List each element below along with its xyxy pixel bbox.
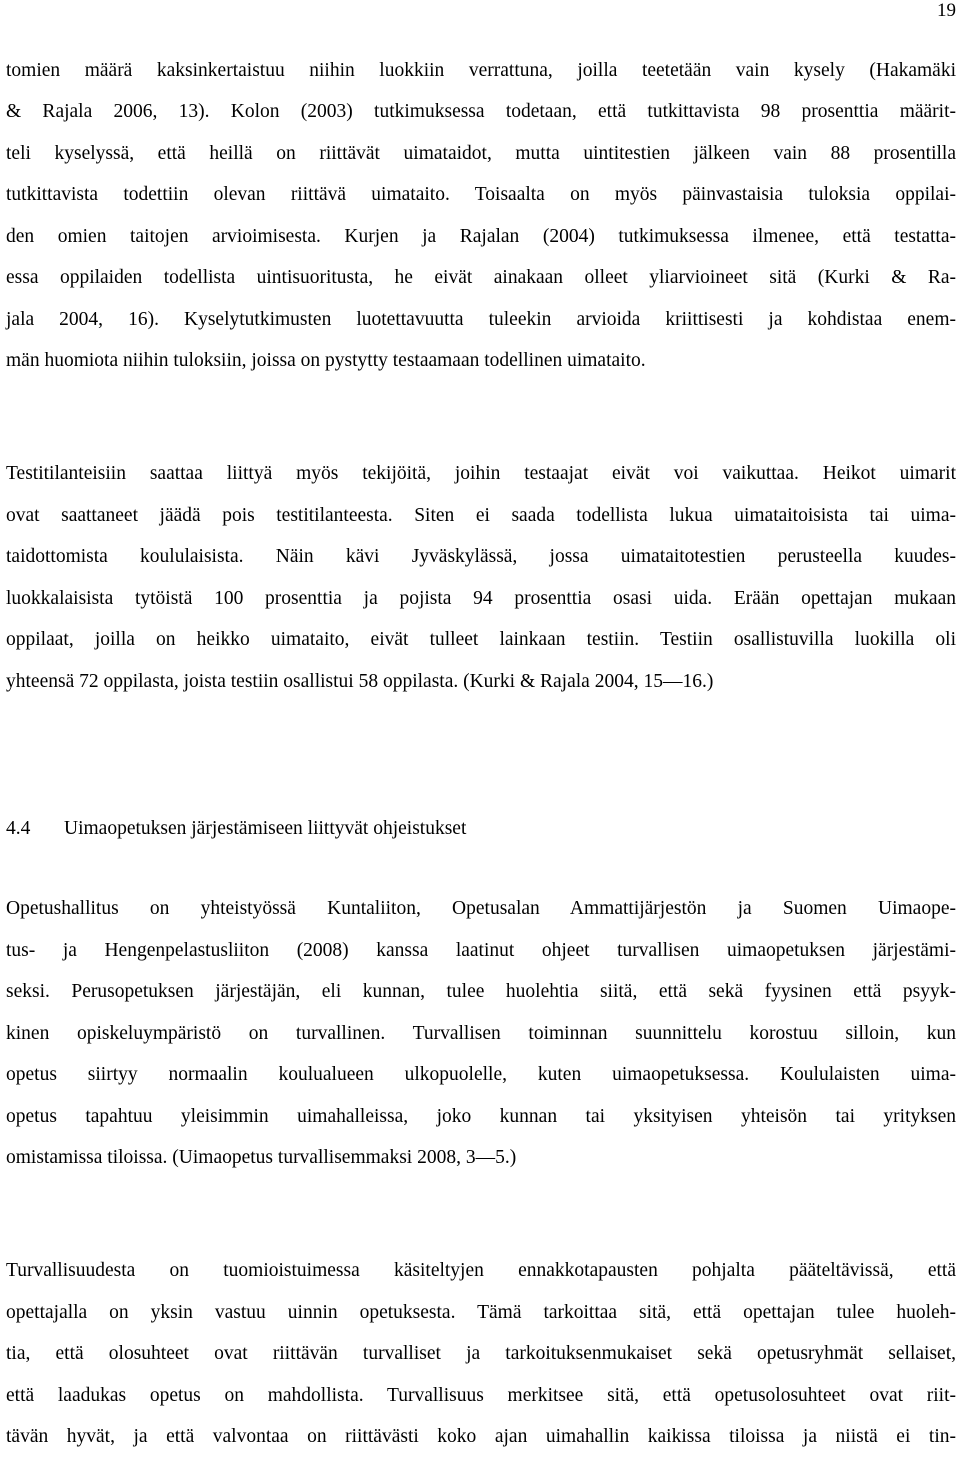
section-title: Uimaopetuksen järjestämiseen liittyvät ohjeistukset (64, 818, 467, 839)
text-line: den omien taitojen arvioimisesta. Kurjen ja Rajalan (2004) tutkimuksessa ilmenee, että testatta- (6, 226, 956, 247)
section-number: 4.4 (6, 818, 31, 839)
text-line: kinen opiskeluympäristö on turvallinen. Turvallisen toiminnan suunnittelu korostuu silloin, kun (6, 1023, 956, 1044)
text-line: jala 2004, 16). Kyselytutkimusten luotettavuutta tuleekin arvioida kriittisesti ja kohdistaa enem- (6, 309, 956, 330)
text-line: luokkalaisista tytöistä 100 prosenttia ja pojista 94 prosenttia osasi uida. Erään opettajan mukaan (6, 588, 956, 609)
text-line: omistamissa tiloissa. (Uimaopetus turvallisemmaksi 2008, 3—5.) (6, 1147, 517, 1168)
text-line: opettajalla on yksin vastuu uinnin opetuksesta. Tämä tarkoittaa sitä, että opettajan tulee huoleh- (6, 1302, 956, 1323)
text-line: & Rajala 2006, 13). Kolon (2003) tutkimuksessa todetaan, että tutkittavista 98 prosenttia määrit- (6, 101, 956, 122)
text-line: Opetushallitus on yhteistyössä Kuntaliiton, Opetusalan Ammattijärjestön ja Suomen Uimaope- (6, 898, 956, 919)
text-line: että laadukas opetus on mahdollista. Turvallisuus merkitsee sitä, että opetusolosuhteet ovat riit- (6, 1385, 956, 1406)
text-line: oppilaat, joilla on heikko uimataito, eivät tulleet lainkaan testiin. Testiin osallistuvilla luokilla oli (6, 629, 956, 650)
page-number: 19 (937, 0, 956, 21)
text-line: män huomiota niihin tuloksiin, joissa on pystytty testaamaan todellinen uimataito. (6, 350, 646, 371)
text-line: tutkittavista todettiin olevan riittävä uimataito. Toisaalta on myös päinvastaisia tuloksia oppilai- (6, 184, 956, 205)
text-line: essa oppilaiden todellista uintisuoritusta, he eivät ainakaan olleet yliarvioineet sitä (Kurki & Ra- (6, 267, 956, 288)
text-line: ovat saattaneet jäädä pois testitilanteesta. Siten ei saada todellista lukua uimataitoisista tai uima- (6, 505, 956, 526)
text-line: teli kyselyssä, että heillä on riittävät uimataidot, mutta uintitestien jälkeen vain 88 prosentilla (6, 143, 956, 164)
text-line: opetus siirtyy normaalin koulualueen ulkopuolelle, kuten uimaopetuksessa. Koululaisten uima- (6, 1064, 956, 1085)
section-heading (6, 818, 956, 840)
text-line: tävän hyvät, ja että valvontaa on riittävästi koko ajan uimahallin kaikissa tiloissa ja niistä ei tin- (6, 1426, 956, 1447)
text-line: tomien määrä kaksinkertaistuu niihin luokkiin verrattuna, joilla teetetään vain kysely (Hakamäki (6, 60, 956, 81)
text-line: tus- ja Hengenpelastusliiton (2008) kanssa laatinut ohjeet turvallisen uimaopetuksen järjestämi- (6, 940, 956, 961)
text-line: seksi. Perusopetuksen järjestäjän, eli kunnan, tulee huolehtia siitä, että sekä fyysinen että psyyk- (6, 981, 956, 1002)
text-line: opetus tapahtuu yleisimmin uimahalleissa, joko kunnan tai yksityisen yhteisön tai yrityksen (6, 1106, 956, 1127)
text-line: yhteensä 72 oppilasta, joista testiin osallistui 58 oppilasta. (Kurki & Rajala 2004, 15—16.) (6, 671, 714, 692)
text-line: Testitilanteisiin saattaa liittyä myös tekijöitä, joihin testaajat eivät voi vaikuttaa. Heikot uimarit (6, 463, 956, 484)
text-line: tia, että olosuhteet ovat riittävän turvalliset ja tarkoituksenmukaiset sekä opetusryhmät sellaiset, (6, 1343, 956, 1364)
text-line: Turvallisuudesta on tuomioistuimessa käsiteltyjen ennakkotapausten pohjalta pääteltävissä, että (6, 1260, 956, 1281)
text-line: taidottomista koululaisista. Näin kävi Jyväskylässä, jossa uimataitotestien perusteella kuudes- (6, 546, 956, 567)
